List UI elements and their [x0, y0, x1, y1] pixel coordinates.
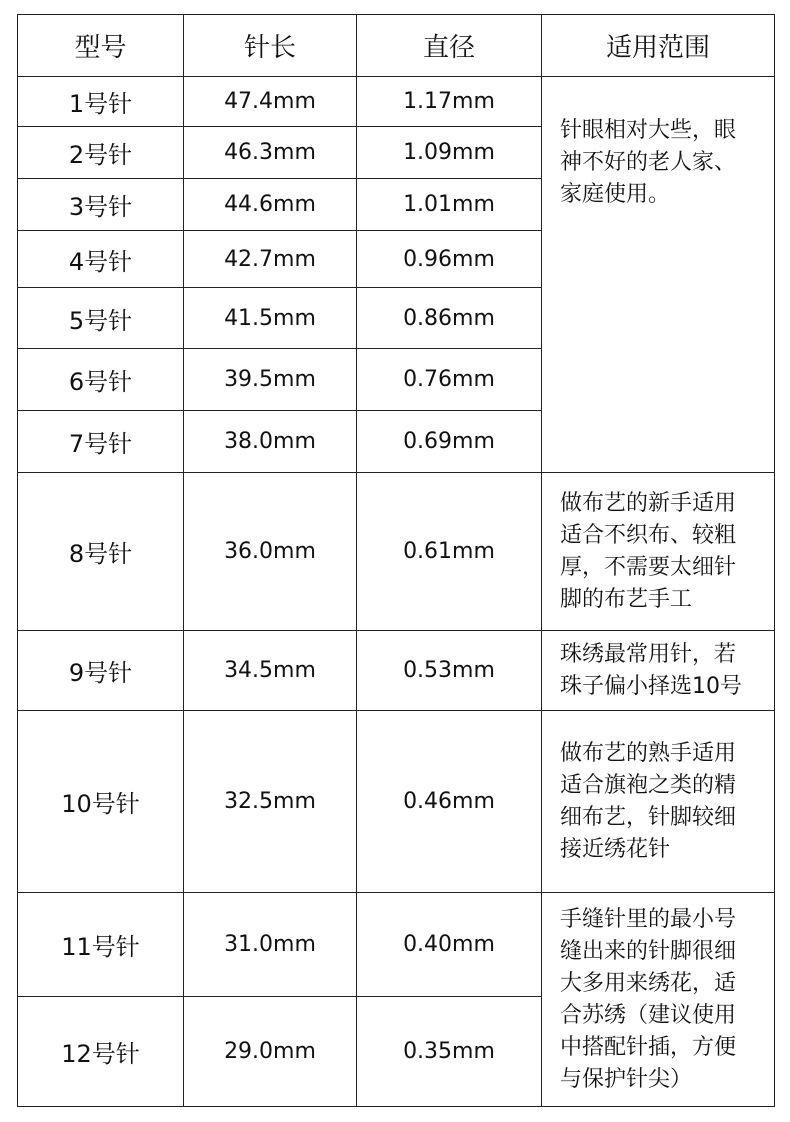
cell-diameter: 0.35mm: [357, 997, 542, 1107]
usage-line: 家庭使用。: [560, 182, 671, 207]
usage-line: 与保护针尖）: [560, 1066, 693, 1092]
cell-length: 39.5mm: [184, 349, 357, 411]
cell-length: 31.0mm: [184, 893, 357, 997]
usage-line: 适合不织布、较粗: [560, 522, 737, 548]
cell-model: 11号针: [18, 893, 184, 997]
cell-length: 29.0mm: [184, 997, 357, 1107]
header-diameter: 直径: [357, 15, 542, 77]
cell-model: 2号针: [18, 127, 184, 179]
cell-length: 46.3mm: [184, 127, 357, 179]
usage-line: 做布艺的熟手适用: [560, 740, 737, 766]
header-length: 针长: [184, 15, 357, 77]
cell-usage: [542, 473, 775, 631]
cell-diameter: 0.40mm: [357, 893, 542, 997]
cell-length: 34.5mm: [184, 631, 357, 711]
cell-model: 8号针: [18, 473, 184, 631]
header-usage: 适用范围: [542, 15, 775, 77]
cell-model: 7号针: [18, 411, 184, 473]
usage-line: 细布艺，针脚较细: [560, 804, 737, 830]
cell-length: 41.5mm: [184, 288, 357, 349]
cell-diameter: 1.01mm: [357, 179, 542, 231]
cell-diameter: 0.76mm: [357, 349, 542, 411]
cell-model: 6号针: [18, 349, 184, 411]
cell-model: 1号针: [18, 77, 184, 127]
usage-line: 珠子偏小择选10号: [560, 673, 742, 699]
usage-line: 合苏绣（建议使用: [560, 1002, 737, 1028]
cell-length: 36.0mm: [184, 473, 357, 631]
usage-line: 大多用来绣花，适: [560, 970, 737, 996]
cell-length: 32.5mm: [184, 711, 357, 893]
cell-diameter: 0.61mm: [357, 473, 542, 631]
cell-length: 47.4mm: [184, 77, 357, 127]
usage-line: 适合旗袍之类的精: [560, 772, 737, 798]
cell-usage: [542, 893, 775, 1107]
usage-line: 神不好的老人家、: [560, 150, 737, 175]
usage-line: 手缝针里的最小号: [560, 906, 737, 932]
usage-line: 接近绣花针: [560, 836, 671, 862]
cell-model: 9号针: [18, 631, 184, 711]
cell-usage: [542, 711, 775, 893]
usage-line: 珠绣最常用针，若: [560, 641, 737, 667]
cell-model: 3号针: [18, 179, 184, 231]
cell-usage: [542, 631, 775, 711]
cell-diameter: 0.69mm: [357, 411, 542, 473]
cell-diameter: 0.53mm: [357, 631, 542, 711]
cell-length: 44.6mm: [184, 179, 357, 231]
header-row: [18, 15, 775, 77]
table-row: [18, 631, 775, 711]
cell-length: 42.7mm: [184, 231, 357, 288]
table-row: [18, 77, 775, 127]
usage-line: 脚的布艺手工: [560, 586, 693, 612]
cell-model: 4号针: [18, 231, 184, 288]
header-model: 型号: [18, 15, 184, 77]
cell-diameter: 0.46mm: [357, 711, 542, 893]
needle-size-table: [17, 14, 775, 1107]
cell-diameter: 1.09mm: [357, 127, 542, 179]
usage-line: 做布艺的新手适用: [560, 490, 737, 516]
cell-length: 38.0mm: [184, 411, 357, 473]
usage-line: 缝出来的针脚很细: [560, 938, 737, 964]
cell-model: 12号针: [18, 997, 184, 1107]
table-row: [18, 711, 775, 893]
cell-model: 5号针: [18, 288, 184, 349]
cell-diameter: 1.17mm: [357, 77, 542, 127]
table-row: [18, 473, 775, 631]
usage-line: 中搭配针插，方便: [560, 1034, 737, 1060]
cell-diameter: 0.96mm: [357, 231, 542, 288]
table-row: [18, 893, 775, 997]
cell-model: 10号针: [18, 711, 184, 893]
usage-line: 厚，不需要太细针: [560, 554, 737, 580]
cell-diameter: 0.86mm: [357, 288, 542, 349]
usage-line: 针眼相对大些，眼: [560, 118, 737, 143]
cell-usage: [542, 77, 775, 473]
